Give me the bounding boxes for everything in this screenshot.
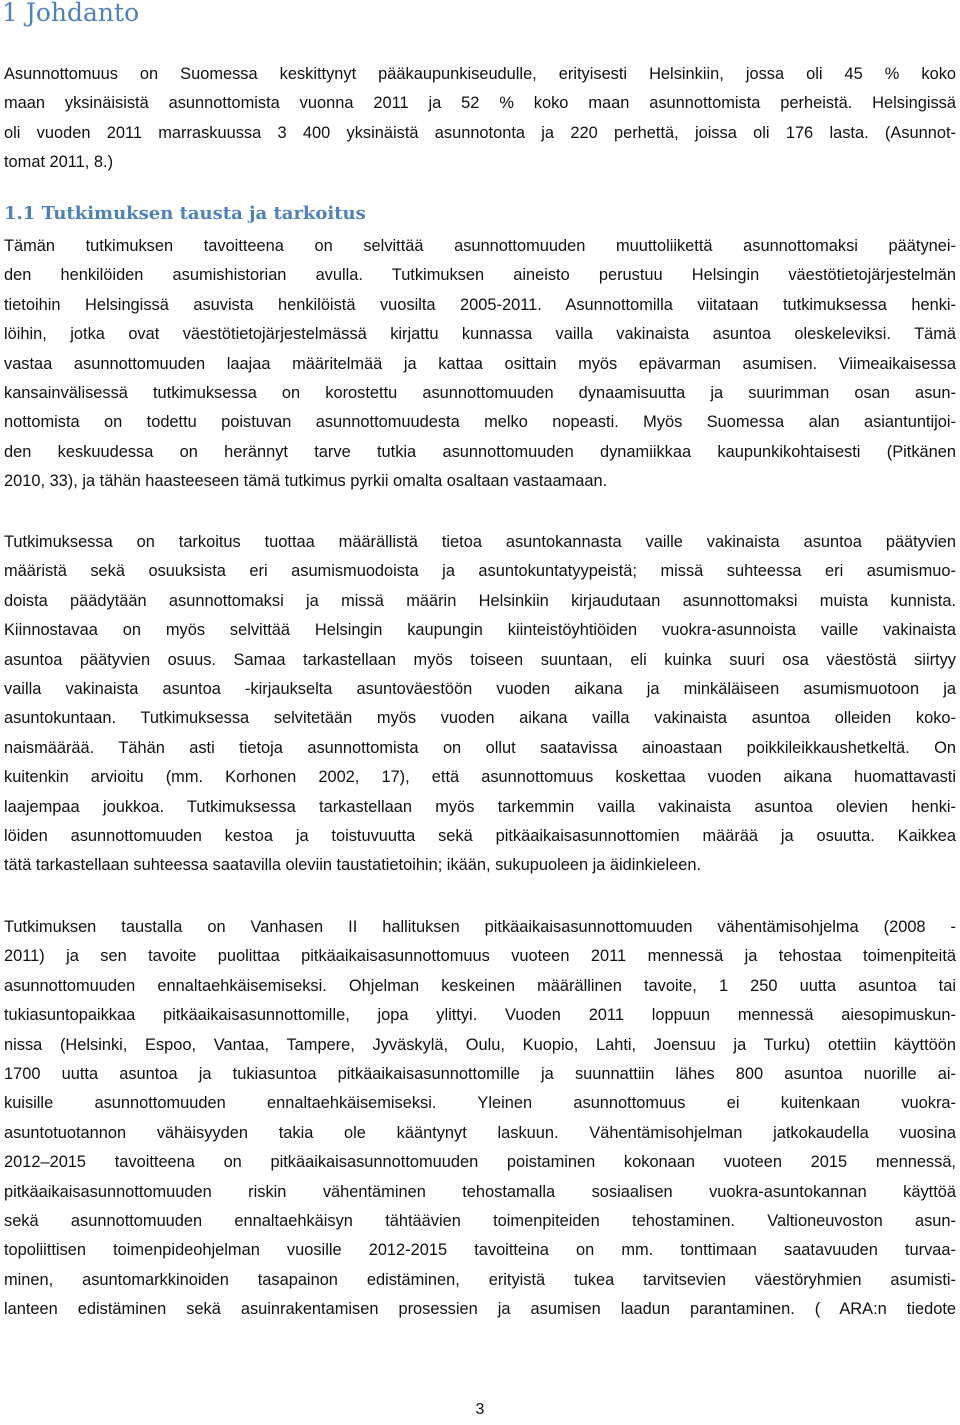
text-line: 1700 uutta asuntoa ja tukiasuntoa pitkäaikaisasunnottomille ja suunnattiin lähes 800 asuntoa nuorille ai-: [4, 1064, 956, 1083]
text-line: nissa (Helsinki, Espoo, Vantaa, Tampere, Jyväskylä, Oulu, Kuopio, Lahti, Joensuu ja Turku) otettiin käyttöön: [4, 1035, 956, 1054]
heading-tutkimuksen-tausta: 1.1 Tutkimuksen tausta ja tarkoitus: [4, 203, 366, 224]
heading-johdanto: 1 Johdanto: [2, 0, 140, 27]
text-line: löiden asunnottomuuden kestoa ja toistuvuutta sekä pitkäaikaisasunnottomien määrää ja osuutta. Kaikkea: [4, 826, 956, 845]
text-line: asuntotuotannon vähäisyyden takia ole kääntynyt laskuun. Vähentämisohjelman jatkokaudella vuosina: [4, 1123, 956, 1142]
paragraph-3: [4, 528, 956, 881]
text-line: 2010, 33), ja tähän haasteeseen tämä tutkimus pyrkii omalta osaltaan vastaamaan.: [4, 472, 608, 491]
text-line: maan yksinäisistä asunnottomista vuonna 2011 ja 52 % koko maan asunnottomista perheistä. Helsingissä: [4, 94, 956, 113]
text-line: vastaa asunnottomuuden laajaa määritelmää ja kattaa osittain myös epävarman asumisen. Viimeaikaisessa: [4, 354, 956, 373]
text-line: 2012–2015 tavoitteena on pitkäaikaisasunnottomuuden poistaminen kokonaan vuoteen 2015 mennessä,: [4, 1153, 956, 1172]
text-line: oli vuoden 2011 marraskuussa 3 400 yksinäistä asunnotonta ja 220 perhettä, joissa oli 176 lasta. (Asunnot-: [4, 123, 956, 142]
text-line: doista päädytään asunnottomaksi ja missä määrin Helsinkiin kirjaudutaan asunnottomaksi muista kunnista.: [4, 591, 956, 610]
text-line: den henkilöiden asumishistorian avulla. Tutkimuksen aineisto perustuu Helsingin väestötietojärjestelmän: [4, 266, 956, 285]
text-line: kuisille asunnottomuuden ennaltaehkäisemiseksi. Yleinen asunnottomuus ei kuitenkaan vuokra-: [4, 1094, 956, 1113]
text-line: minen, asuntomarkkinoiden tasapainon edistäminen, erityistä tukea tarvitsevien väestöryhmien asumisti-: [4, 1270, 956, 1289]
text-line: lanteen edistäminen sekä asuinrakentamisen prosessien ja asumisen laadun parantaminen. ( ARA:n tiedote: [4, 1300, 956, 1319]
text-line: tietoihin Helsingissä asuvista henkilöistä vuosilta 2005-2011. Asunnottomilla viitataan tutkimuksessa henki-: [4, 295, 956, 314]
text-line: den keskuudessa on herännyt tarve tutkia asunnottomuuden dynamiikkaa kaupunkikohtaisesti (Pitkänen: [4, 442, 956, 461]
text-line: laajempaa joukkoa. Tutkimuksessa tarkastellaan myös tarkemmin vailla vakinaista asuntoa olevien henki-: [4, 797, 956, 816]
text-line: määristä sekä osuuksista eri asumismuodoista ja asuntokuntatyypeistä; missä suhteessa eri asumismuo-: [4, 562, 956, 581]
text-line: kuitenkin arvioitu (mm. Korhonen 2002, 17), että asunnottomuus koskettaa vuoden aikana huomattavasti: [4, 768, 956, 787]
text-line: tätä tarkastellaan suhteessa saatavilla oleviin taustatietoihin; ikään, sukupuoleen ja äidinkieleen.: [4, 856, 702, 875]
text-line: sekä asunnottomuuden ennaltaehkäisyn tähtäävien toimenpiteiden tehostaminen. Valtioneuvoston asun-: [4, 1211, 956, 1230]
text-line: tukiasuntopaikkaa pitkäaikaisasunnottomille, jopa ylittyi. Vuoden 2011 loppuun mennessä aiesopimuskun-: [4, 1006, 956, 1025]
text-line: nottomista on todettu poistuvan asunnottomuudesta melko nopeasti. Myös Suomessa alan asiantuntijoi-: [4, 413, 956, 432]
text-line: Tutkimuksessa on tarkoitus tuottaa määrällistä tietoa asuntokannasta vaille vakinaista asuntoa päätyvien: [4, 533, 956, 551]
text-line: asuntoa päätyvien osuus. Samaa tarkastellaan myös toiseen suuntaan, eli kuinka suuri osa väestöstä siirtyy: [4, 650, 956, 669]
text-line: Tämän tutkimuksen tavoitteena on selvittää asunnottomuuden muuttoliikettä asunnottomaksi päätynei-: [4, 237, 956, 255]
paragraph-1: [4, 60, 956, 178]
page-number: 3: [475, 1401, 485, 1418]
text-line: Asunnottomuus on Suomessa keskittynyt pääkaupunkiseudulle, erityisesti Helsinkiin, jossa oli 45 % koko: [4, 65, 956, 83]
paragraph-2: [4, 232, 956, 497]
text-line: asunnottomuuden ennaltaehkäisemiseksi. Ohjelman keskeinen määrällinen tavoite, 1 250 uutta asuntoa tai: [4, 976, 956, 995]
text-line: kansainvälisessä tutkimuksessa on korostettu asunnottomuuden dynaamisuutta ja suurimman osan asun-: [4, 383, 956, 402]
text-line: löihin, jotka ovat väestötietojärjestelmässä kirjattu kunnassa vailla vakinaista asuntoa oleskeleviksi. Tämä: [4, 325, 956, 344]
text-line: Tutkimuksen taustalla on Vanhasen II hallituksen pitkäaikaisasunnottomuuden vähentämisohjelma (2008 -: [4, 918, 956, 936]
paragraph-4: [4, 913, 956, 1324]
text-line: pitkäaikaisasunnottomuuden riskin vähentäminen tehostamalla sosiaalisen vuokra-asuntokannan käyttöä: [4, 1182, 956, 1201]
text-line: asuntokuntaan. Tutkimuksessa selvitetään myös vuoden aikana vailla vakinaista asuntoa olleiden koko-: [4, 709, 956, 728]
text-line: tomat 2011, 8.): [4, 153, 114, 172]
text-line: topoliittisen toimenpideohjelman vuosille 2012-2015 tavoitteina on mm. tonttimaan saatavuuden turvaa-: [4, 1241, 956, 1260]
text-line: naismäärää. Tähän asti tietoja asunnottomista on ollut saatavissa ainoastaan poikkileikkaushetkeltä. On: [4, 738, 956, 757]
text-line: vailla vakinaista asuntoa -kirjaukselta asuntoväestöön vuoden aikana ja minkäläiseen asumismuotoon ja: [4, 679, 956, 698]
text-line: Kiinnostavaa on myös selvittää Helsingin kaupungin kiinteistöyhtiöiden vuokra-asunnoista vaille vakinaista: [4, 621, 956, 640]
text-line: 2011) ja sen tavoite puolittaa pitkäaikaisasunnottomuus vuoteen 2011 mennessä ja tehostaa toimenpiteitä: [4, 947, 956, 966]
